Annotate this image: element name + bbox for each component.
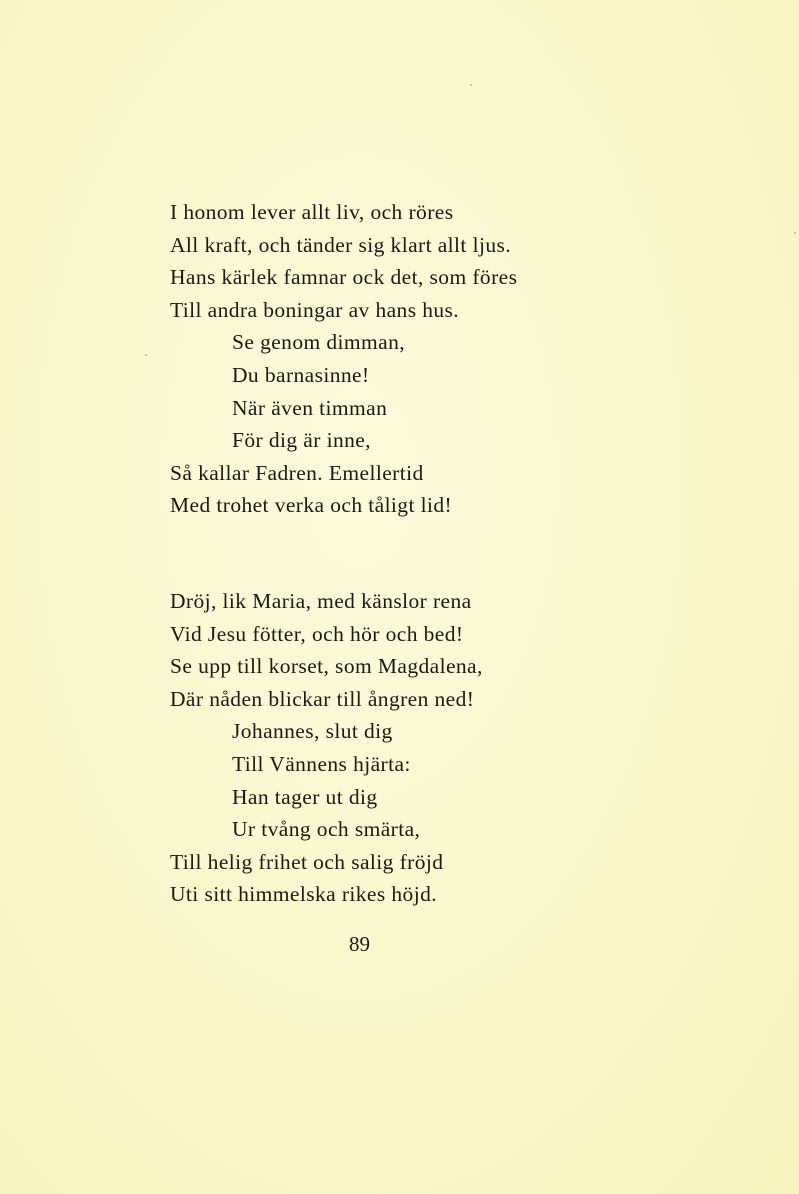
poem-line-indented: Till Vännens hjärta: (232, 751, 411, 776)
poem-line: Se upp till korset, som Magdalena, (170, 654, 483, 679)
poem-line: Så kallar Fadren. Emellertid (170, 460, 424, 485)
stanza-2 (170, 585, 483, 911)
poem-line-indented: Du barnasinne! (232, 362, 370, 387)
paper-speck (794, 232, 796, 234)
poem-line-indented: Se genom dimman, (232, 330, 406, 355)
poem-line: Där nåden blickar till ångren ned! (170, 686, 475, 711)
poem-line: Hans kärlek famnar ock det, som föres (170, 265, 518, 290)
paper-speck (470, 84, 472, 86)
poem-line-indented: Han tager ut dig (232, 784, 378, 809)
poem-line: Vid Jesu fötter, och hör och bed! (170, 621, 464, 646)
poem-line: All kraft, och tänder sig klart allt ljus. (170, 232, 512, 257)
poem-line-indented: Ur tvång och smärta, (232, 817, 421, 842)
poem-line: Uti sitt himmelska rikes höjd. (170, 882, 437, 907)
poem-line-indented: För dig är inne, (232, 428, 371, 453)
page-number: 89 (349, 932, 370, 956)
paper-speck (145, 354, 147, 356)
poem-line-indented: När även timman (232, 395, 388, 420)
stanza-1 (170, 196, 517, 522)
poem-line-indented: Johannes, slut dig (232, 719, 393, 744)
poem-line: I honom lever allt liv, och röres (170, 200, 454, 224)
poem-line: Till helig frihet och salig fröjd (170, 849, 444, 874)
poem-line: Med trohet verka och tåligt lid! (170, 493, 453, 518)
poem-line: Till andra boningar av hans hus. (170, 297, 460, 322)
poem-line: Dröj, lik Maria, med känslor rena (170, 589, 472, 613)
